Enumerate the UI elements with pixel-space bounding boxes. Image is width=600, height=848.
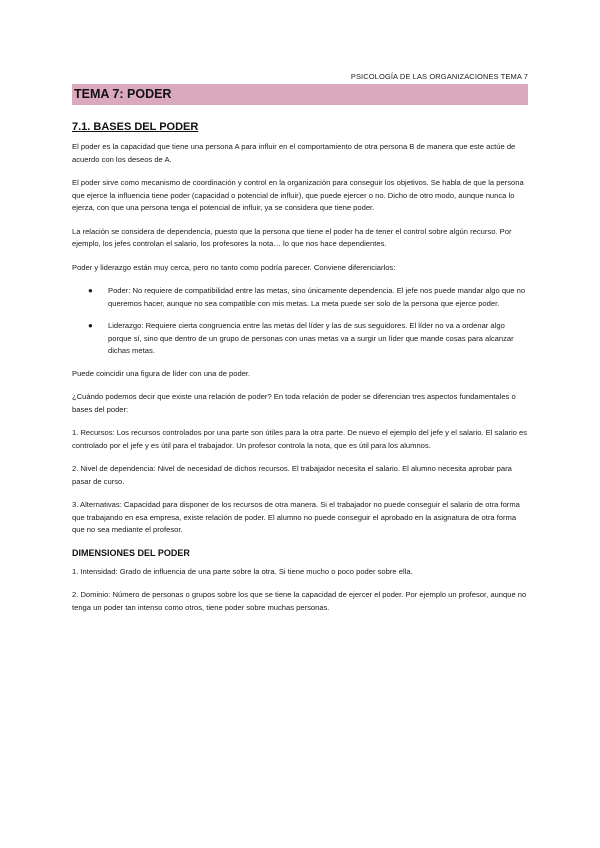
paragraph-dependencia: 2. Nivel de dependencia: Nivel de necesidad de dichos recursos. El trabajador necesita el salario. El alumno necesita aprobar para pasar de curso.: [72, 464, 512, 486]
paragraph-dependence: La relación se considera de dependencia, puesto que la persona que tiene el poder ha de tener el control sobre algún recurso. Por ejemplo, los jefes controlan el salario, los profesores la nota… lo que nos hace dependientes.: [72, 226, 512, 248]
paragraph-intensidad: 1. Intensidad: Grado de influencia de una parte sobre la otra. Si tiene mucho o poco poder sobre ella.: [72, 566, 413, 576]
document-body: [72, 121, 528, 625]
paragraph-alternativas: 3. Alternativas: Capacidad para disponer de los recursos de otra manera. Si el trabajador no puede conseguir el salario de otra forma que trabajando en esa empresa, existe relación de poder. El alumno no puede conseguir el aprobado en la asignatura de otra forma que no sea mediante el profesor.: [72, 500, 520, 534]
paragraph-mechanism: El poder sirve como mecanismo de coordinación y control en la organización para conseguir los objetivos. Se habla de que la persona que ejerce la influencia tiene poder (capacidad o potencial de influir), que puede ejercer o no. Dicho de otro modo, aunque nunca lo ejerza, con que una persona tenga el potencial de influir, ya se considera que tiene poder.: [72, 178, 524, 212]
paragraph-coincide: Puede coincidir una figura de líder con una de poder.: [72, 368, 251, 378]
running-header: PSICOLOGÍA DE LAS ORGANIZACIONES TEMA 7: [350, 72, 528, 81]
section-heading: 7.1. BASES DEL PODER: [72, 121, 199, 133]
bullet-text-liderazgo: Liderazgo: Requiere cierta congruencia entre las metas del líder y las de sus seguidores. El líder no va a ordenar algo porque sí, sino que dentro de un grupo de personas con unas metas va a surgir un líder que mande cosas para alcanzar dichas metas.: [108, 321, 514, 355]
bullet-list: [72, 285, 528, 358]
paragraph-dominio: 2. Dominio: Número de personas o grupos sobre los que se tiene la capacidad de ejercer el poder. Por ejemplo un profesor, aunque no tenga un poder tan intenso como otros, tiene poder sobre muchas personas.: [72, 590, 527, 612]
page-title: TEMA 7: PODER: [74, 87, 172, 101]
title-bar: [72, 84, 528, 105]
bullet-icon: ●: [88, 321, 93, 330]
paragraph-definition: El poder es la capacidad que tiene una persona A para influir en el comportamiento de otra persona B de manera que este actúe de acuerdo con los deseos de A.: [72, 142, 516, 164]
list-item: [72, 320, 528, 358]
bullet-text-poder: Poder: No requiere de compatibilidad entre las metas, sino únicamente dependencia. El jefe nos puede mandar algo que no queremos hacer, aunque no sea compatible con mis metas. La meta puede ser solo de la persona que ejerce poder.: [108, 286, 526, 308]
paragraph-leadership: Poder y liderazgo están muy cerca, pero no tanto como podría parecer. Conviene diferenciarlos:: [72, 262, 396, 272]
bullet-icon: ●: [88, 286, 93, 295]
paragraph-question: ¿Cuándo podemos decir que existe una relación de poder? En toda relación de poder se diferencian tres aspectos fundamentales o bases del poder:: [72, 392, 516, 414]
paragraph-recursos: 1. Recursos: Los recursos controlados por una parte son útiles para la otra parte. De nuevo el ejemplo del jefe y el salario. El salario es controlado por el jefe y es útil para el trabajador. Un profesor controla la nota, que es útil para los alumnos.: [72, 428, 528, 450]
dimensions-heading: DIMENSIONES DEL PODER: [72, 547, 190, 558]
list-item: [72, 285, 528, 310]
